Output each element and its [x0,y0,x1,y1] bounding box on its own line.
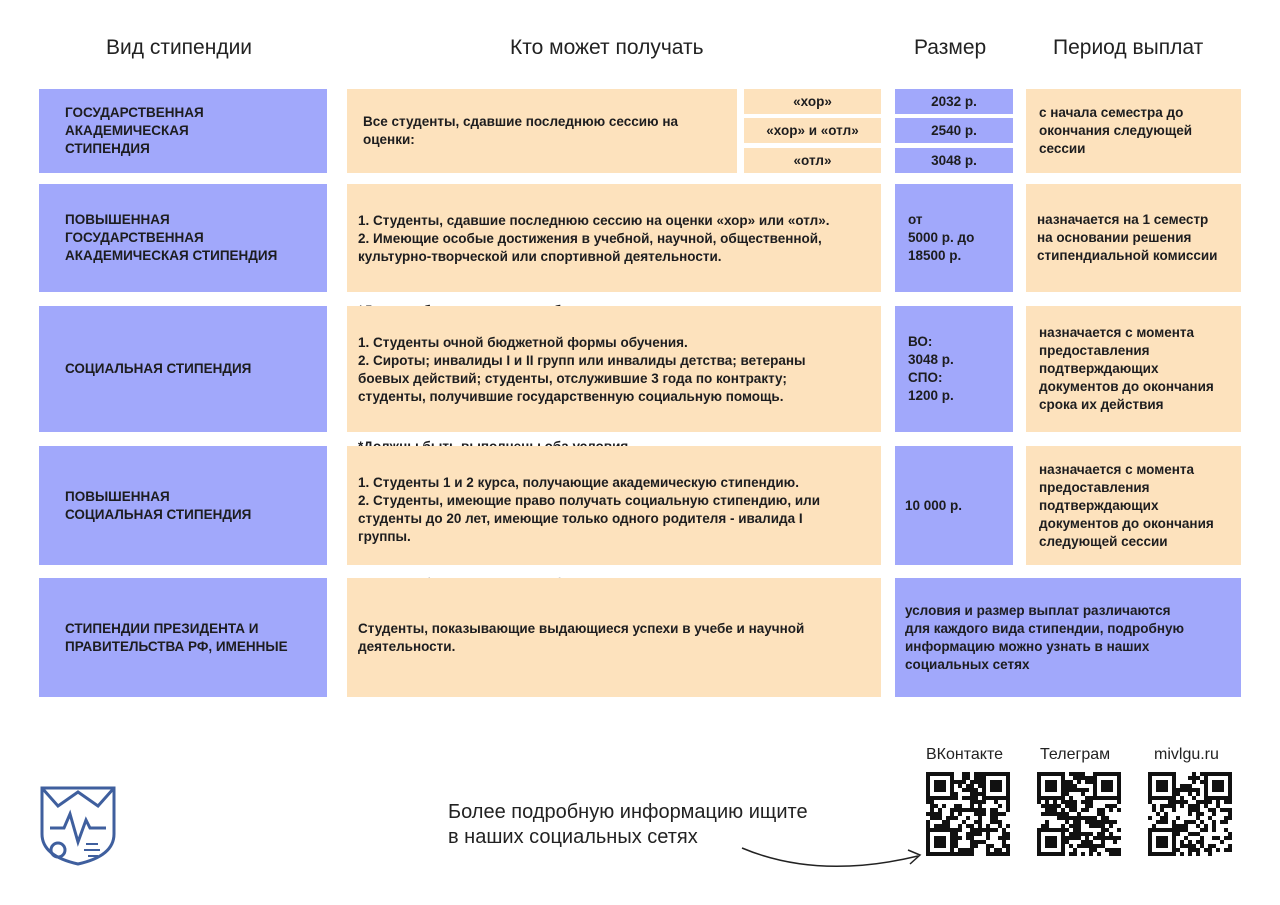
row-social-who [347,306,881,432]
row-academic-who: Все студенты, сдавшие последнюю сессию на оценки: [347,89,737,173]
amount-good: 2032 р. [895,89,1013,114]
row-president-amount-period: условия и размер выплат различаются для каждого вида стипендии, подробную информацию можно узнать в наших социальных сетях [895,578,1241,697]
conditions-text: 1. Студенты очной бюджетной формы обучения. 2. Сироты; инвалиды I и II групп или инвалиды детства; ветераны боевых действий; студенты, отслужившие 3 года по контракту; студенты, получившие государственную социальную помощь. [358,335,806,404]
social-label-telegram: Телеграм [1040,746,1111,763]
row-increased-academic-name: ПОВЫШЕННАЯ ГОСУДАРСТВЕННАЯ АКАДЕМИЧЕСКАЯ СТИПЕНДИЯ [39,184,327,292]
grade-excellent: «отл» [744,148,881,173]
vk-qr-code-icon[interactable] [926,772,1010,856]
row-academic-period: с начала семестра до окончания следующей сессии [1026,89,1241,173]
header-who-eligible: Кто может получать [510,36,704,59]
row-social-name: СОЦИАЛЬНАЯ СТИПЕНДИЯ [39,306,327,432]
row-president-name: СТИПЕНДИИ ПРЕЗИДЕНТА И ПРАВИТЕЛЬСТВА РФ, ИМЕННЫЕ [39,578,327,697]
header-payment-period: Период выплат [1053,36,1204,59]
row-increased-social-name: ПОВЫШЕННАЯ СОЦИАЛЬНАЯ СТИПЕНДИЯ [39,446,327,565]
amount-good-excellent: 2540 р. [895,118,1013,143]
grade-good: «хор» [744,89,881,114]
row-increased-academic-period: назначается на 1 семестр на основании решения стипендиальной комиссии [1026,184,1241,292]
header-scholarship-type: Вид стипендии [106,36,253,59]
social-label-vk: ВКонтакте [926,746,1003,763]
university-logo-icon [38,784,118,866]
header-amount: Размер [914,36,987,59]
row-social-amount: ВО: 3048 р. СПО: 1200 р. [895,306,1013,432]
arrow-icon [738,840,928,880]
row-president-who: Студенты, показывающие выдающиеся успехи в учебе и научной деятельности. [347,578,881,697]
row-increased-social-who [347,446,881,565]
row-social-period: назначается с момента предоставления подтверждающих документов до окончания срока их действия [1026,306,1241,432]
grade-good-excellent: «хор» и «отл» [744,118,881,143]
website-qr-code-icon[interactable] [1148,772,1232,856]
conditions-text: 1. Студенты 1 и 2 курса, получающие академическую стипендию. 2. Студенты, имеющие право получать социальную стипендию, или студенты до 20 лет, имеющие только одного родителя - ивалида I группы. [358,475,821,544]
row-increased-social-amount: 10 000 р. [895,446,1013,565]
conditions-text: 1. Студенты, сдавшие последнюю сессию на оценки «хор» или «отл». 2. Имеющие особые достижения в учебной, научной, общественной, культурно-творческой или спортивной деятельности. [358,213,830,264]
row-academic-name: ГОСУДАРСТВЕННАЯ АКАДЕМИЧЕСКАЯ СТИПЕНДИЯ [39,89,327,173]
row-increased-social-period: назначается с момента предоставления подтверждающих документов до окончания следующей сессии [1026,446,1241,565]
row-increased-academic-who [347,184,881,292]
row-increased-academic-amount: от 5000 р. до 18500 р. [895,184,1013,292]
footer-more-info-text: Более подробную информацию ищите в наших социальных сетях [448,801,808,848]
telegram-qr-code-icon[interactable] [1037,772,1121,856]
amount-excellent: 3048 р. [895,148,1013,173]
social-label-website: mivlgu.ru [1154,746,1219,763]
